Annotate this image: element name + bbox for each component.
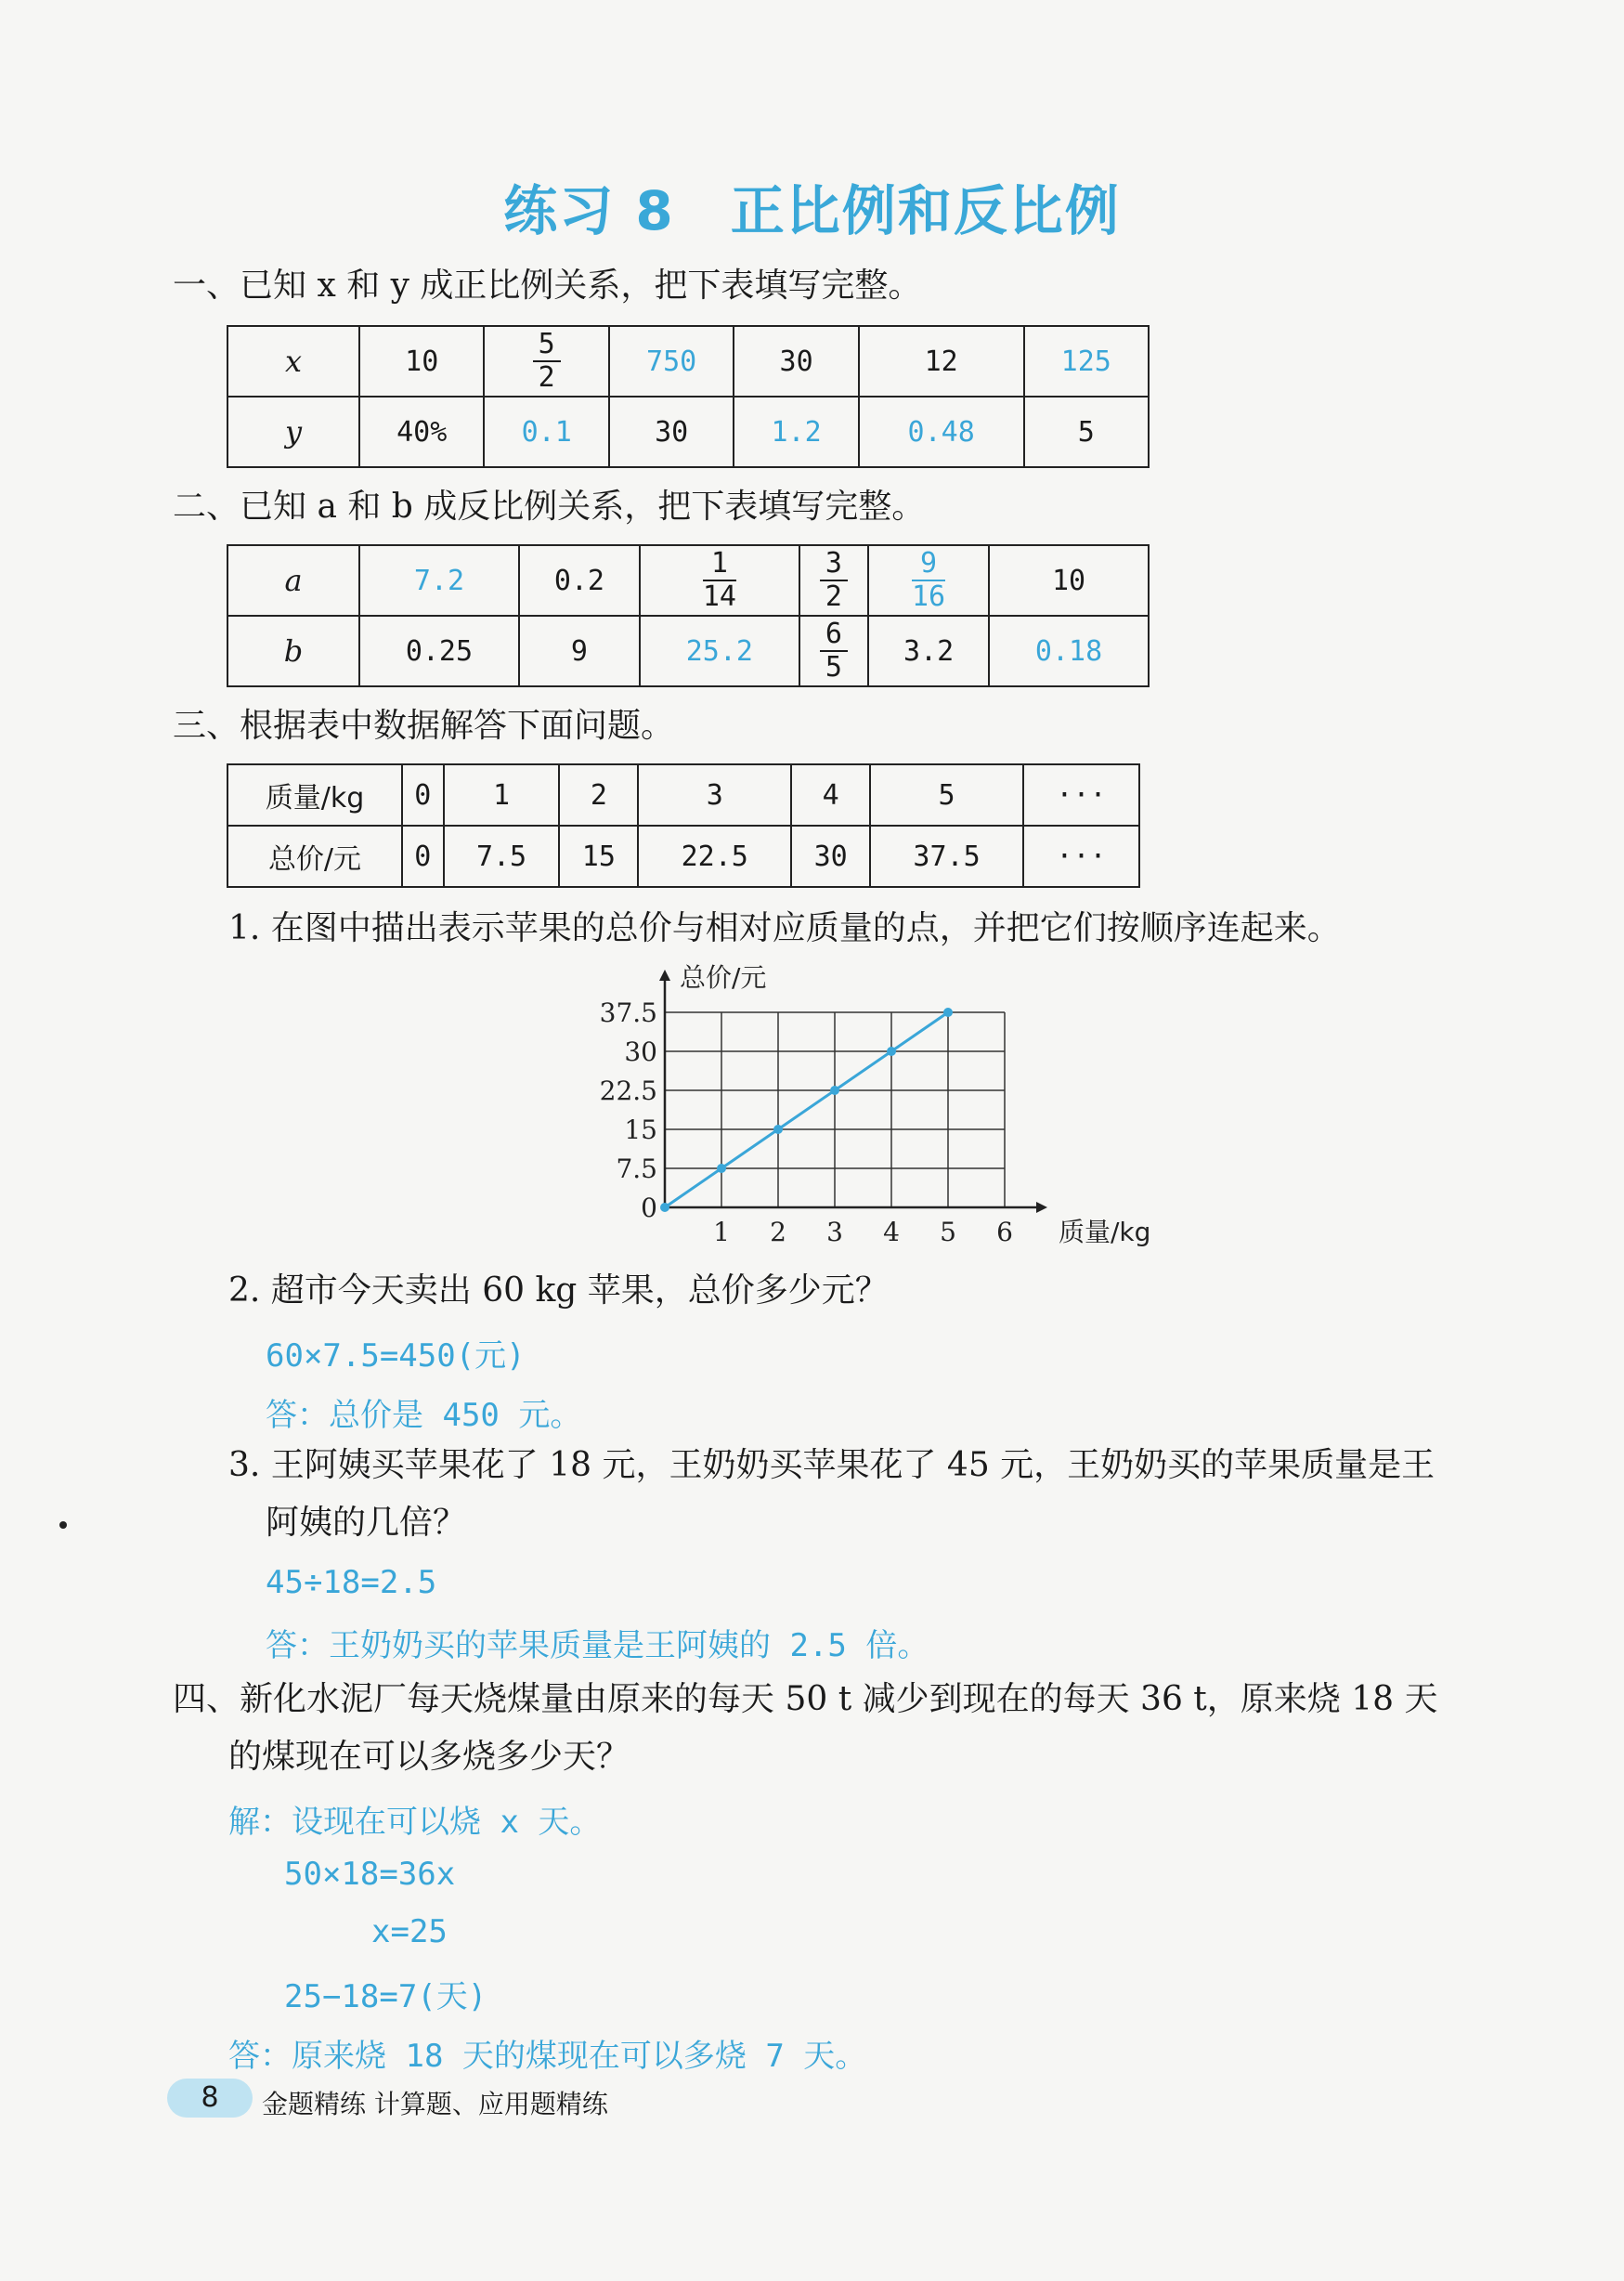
q2-fraction: $\frac{3}{2}$ xyxy=(820,550,848,611)
margin-dot xyxy=(59,1521,67,1529)
y-tick-label: 22.5 xyxy=(599,1075,657,1106)
q2-a-header: a xyxy=(227,545,359,616)
x-tick-label: 3 xyxy=(826,1217,843,1247)
q4-solution-x: x=25 xyxy=(371,1913,448,1950)
q2-fraction: $\frac{1}{14}$ xyxy=(702,547,736,613)
q3-sub2: 2. 超市今天卖出 60 kg 苹果，总价多少元？ xyxy=(228,1271,889,1310)
q3-cell: 37.5 xyxy=(870,826,1023,887)
q2-answer-cell: 7.2 xyxy=(359,545,519,616)
q1-cell: 5 xyxy=(1024,397,1150,467)
q3-sub3-line2: 阿姨的几倍？ xyxy=(266,1504,467,1542)
q3-cell: 22.5 xyxy=(638,826,791,887)
q4-difference: 25−18=7(天) xyxy=(284,1978,487,2015)
x-axis-label: 质量/kg xyxy=(1059,1217,1151,1247)
y-tick-label: 15 xyxy=(624,1114,657,1145)
q2-fraction: $\frac{9}{16}$ xyxy=(912,547,946,613)
q2-cell: 3.2 xyxy=(868,616,989,686)
y-tick-label: 37.5 xyxy=(599,997,657,1028)
q4-answer: 答：原来烧 18 天的煤现在可以多烧 7 天。 xyxy=(228,2038,867,2075)
price-series-line xyxy=(665,1012,948,1207)
page-title xyxy=(0,167,1624,245)
q3-sub3-calc: 45÷18=2.5 xyxy=(266,1564,437,1601)
y-tick-label: 30 xyxy=(624,1036,657,1067)
q1-table xyxy=(227,325,1150,468)
x-tick-label: 5 xyxy=(940,1217,956,1247)
q2-cell xyxy=(640,545,799,616)
q4-equation: 50×18=36x xyxy=(284,1856,456,1893)
q1-answer-cell: 750 xyxy=(609,326,734,397)
q1-cell: 30 xyxy=(734,326,858,397)
q3-cell: 0 xyxy=(402,764,444,826)
q4-solution-setup: 解：设现在可以烧 x 天。 xyxy=(228,1804,602,1841)
data-point xyxy=(773,1125,783,1134)
q3-cell: ··· xyxy=(1023,764,1139,826)
q3-cell: 15 xyxy=(559,826,638,887)
q4-line1: 四、新化水泥厂每天烧煤量由原来的每天 50 t 减少到现在的每天 36 t，原来烧 18 天 xyxy=(173,1680,1438,1718)
q1-x-header: x xyxy=(227,326,359,397)
q2-cell xyxy=(799,616,868,686)
q3-sub3-line1: 3. 王阿姨买苹果花了 18 元，王奶奶买苹果花了 45 元，王奶奶买的苹果质量是王 xyxy=(228,1446,1436,1484)
q2-prompt: 二、已知 a 和 b 成反比例关系，把下表填写完整。 xyxy=(173,488,926,526)
q1-cell: 12 xyxy=(859,326,1024,397)
data-point xyxy=(943,1008,953,1017)
data-point xyxy=(887,1047,896,1056)
q3-cell: 3 xyxy=(638,764,791,826)
q3-sub1: 1. 在图中描出表示苹果的总价与相对应质量的点，并把它们按顺序连起来。 xyxy=(228,909,1341,947)
q3-table xyxy=(227,763,1140,888)
q1-fraction: $\frac{5}{2}$ xyxy=(533,331,561,392)
q3-cell: 1 xyxy=(444,764,560,826)
q3-cell: ··· xyxy=(1023,826,1139,887)
q2-table xyxy=(227,544,1150,687)
q4-line2: 的煤现在可以多烧多少天？ xyxy=(228,1738,630,1776)
title-topic: 正比例和反比例 xyxy=(730,179,1121,242)
x-tick-label: 2 xyxy=(770,1217,786,1247)
x-axis-arrow xyxy=(1036,1202,1047,1213)
y-axis-arrow xyxy=(659,970,670,981)
q3-cell: 2 xyxy=(559,764,638,826)
q2-cell: 9 xyxy=(519,616,640,686)
q1-prompt: 一、已知 x 和 y 成正比例关系，把下表填写完整。 xyxy=(173,267,922,305)
y-tick-label: 7.5 xyxy=(616,1154,657,1184)
q3-cell: 5 xyxy=(870,764,1023,826)
q3-mass-header: 质量/kg xyxy=(227,764,402,826)
q3-sub3-answer: 答：王奶奶买的苹果质量是王阿姨的 2.5 倍。 xyxy=(266,1627,929,1664)
price-mass-chart xyxy=(576,957,1170,1263)
q1-cell: 30 xyxy=(609,397,734,467)
data-point xyxy=(830,1086,839,1095)
q1-answer-cell: 125 xyxy=(1024,326,1150,397)
q3-cell: 7.5 xyxy=(444,826,560,887)
q2-cell: 0.25 xyxy=(359,616,519,686)
q2-answer-cell xyxy=(868,545,989,616)
x-tick-label: 1 xyxy=(713,1217,730,1247)
footer-series-title: 金题精练 计算题、应用题精练 xyxy=(262,2089,608,2119)
q3-sub2-answer: 答：总价是 450 元。 xyxy=(266,1397,582,1434)
q1-answer-cell: 0.48 xyxy=(859,397,1024,467)
q2-answer-cell: 25.2 xyxy=(640,616,799,686)
q3-cell: 0 xyxy=(402,826,444,887)
q1-cell: 10 xyxy=(359,326,484,397)
q1-y-header: y xyxy=(227,397,359,467)
y-axis-label: 总价/元 xyxy=(680,962,767,993)
q1-cell xyxy=(484,326,608,397)
q2-cell xyxy=(799,545,868,616)
q2-fraction: $\frac{6}{5}$ xyxy=(820,620,848,682)
q1-cell: 40% xyxy=(359,397,484,467)
q3-prompt: 三、根据表中数据解答下面问题。 xyxy=(173,707,675,745)
q3-cell: 30 xyxy=(791,826,870,887)
q3-sub2-calc: 60×7.5=450(元) xyxy=(266,1337,526,1375)
q1-answer-cell: 1.2 xyxy=(734,397,858,467)
q3-cell: 4 xyxy=(791,764,870,826)
q2-b-header: b xyxy=(227,616,359,686)
chart-grid xyxy=(665,1012,1005,1207)
q2-cell: 0.2 xyxy=(519,545,640,616)
q1-answer-cell: 0.1 xyxy=(484,397,608,467)
title-exercise-number: 练习 8 xyxy=(503,179,675,242)
q3-price-header: 总价/元 xyxy=(227,826,402,887)
page-number: 8 xyxy=(167,2079,253,2118)
q2-answer-cell: 0.18 xyxy=(989,616,1149,686)
x-tick-label: 4 xyxy=(883,1217,900,1247)
y-tick-label: 0 xyxy=(641,1193,657,1223)
q2-cell: 10 xyxy=(989,545,1149,616)
data-point xyxy=(717,1164,726,1173)
data-point xyxy=(660,1203,669,1212)
x-tick-label: 6 xyxy=(996,1217,1013,1247)
